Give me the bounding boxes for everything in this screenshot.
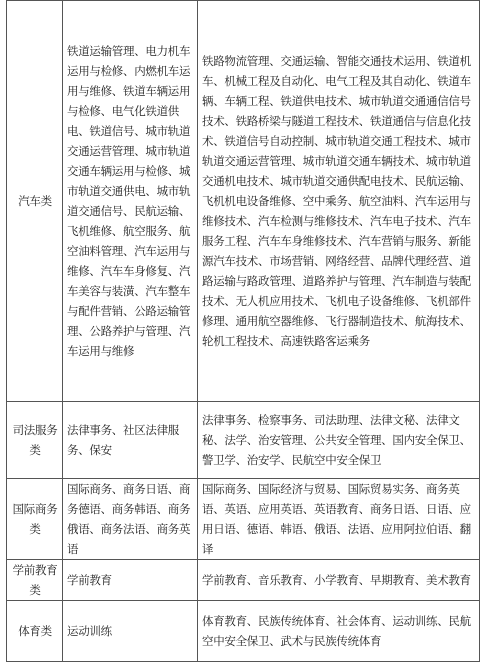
category-cell: 国际商务类 xyxy=(7,479,63,560)
secondary-majors-cell: 法律事务、社区法律服务、保安 xyxy=(63,402,198,479)
secondary-majors-cell: 铁道运输管理、电力机车运用与检修、内燃机车运用与维修、铁道车辆运用与检修、电气化铁道供电、铁道信号、城市轨道交通运营管理、城市轨道交通车辆运用与检修、城市轨道交通供电、城市轨道交通信号、民航运输、飞机维修、航空服务、航空油料管理、汽车运用与维修、汽车车身修复、汽车美容与装潢、汽车整车与配件营销、公路运输管理、公路养护与管理、汽车运用与维修 xyxy=(63,1,198,402)
higher-majors-cell: 学前教育、音乐教育、小学教育、早期教育、美术教育 xyxy=(198,560,480,601)
secondary-majors-cell: 国际商务、商务日语、商务德语、商务韩语、商务俄语、商务法语、商务英语 xyxy=(63,479,198,560)
category-cell: 体育类 xyxy=(7,601,63,662)
table-row xyxy=(7,1,480,402)
higher-majors-cell: 铁路物流管理、交通运输、智能交通技术运用、铁道机车、机械工程及自动化、电气工程及其自动化、铁道车辆、车辆工程、铁道供电技术、城市轨道交通通信信号技术、铁路桥梁与隧道工程技术、铁道通信与信息化技术、铁道信号自动控制、城市轨道交通工程技术、城市轨道交通运营管理、城市轨道交通车辆技术、城市轨道交通机电技术、城市轨道交通供配电技术、民航运输、飞机机电设备维修、空中乘务、航空油料、汽车运用与维修技术、汽车检测与维修技术、汽车电子技术、汽车服务工程、汽车车身维修技术、汽车营销与服务、新能源汽车技术、市场营销、网络经营、品牌代理经营、道路运输与路政管理、道路养护与管理、汽车制造与装配技术、无人机应用技术、飞机电子设备维修、飞机部件修理、通用航空器维修、飞行器制造技术、航海技术、轮机工程技术、高速铁路客运乘务 xyxy=(198,1,480,402)
higher-majors-cell: 法律事务、检察事务、司法助理、法律文秘、法律文秘、法学、治安管理、公共安全管理、国内安全保卫、警卫学、治安学、民航空中安全保卫 xyxy=(198,402,480,479)
secondary-majors-cell: 运动训练 xyxy=(63,601,198,662)
higher-majors-cell: 国际商务、国际经济与贸易、国际贸易实务、商务英语、英语、应用英语、英语教育、商务日语、日语、应用日语、德语、韩语、俄语、法语、应用阿拉伯语、翻译 xyxy=(198,479,480,560)
category-cell: 汽车类 xyxy=(7,1,63,402)
table-row xyxy=(7,601,480,662)
higher-majors-cell: 体育教育、民族传统体育、社会体育、运动训练、民航空中安全保卫、武术与民族传统体育 xyxy=(198,601,480,662)
category-cell: 司法服务类 xyxy=(7,402,63,479)
table-row xyxy=(7,479,480,560)
major-mapping-table xyxy=(6,0,480,662)
secondary-majors-cell: 学前教育 xyxy=(63,560,198,601)
category-cell: 学前教育类 xyxy=(7,560,63,601)
table-row xyxy=(7,560,480,601)
table-row xyxy=(7,402,480,479)
